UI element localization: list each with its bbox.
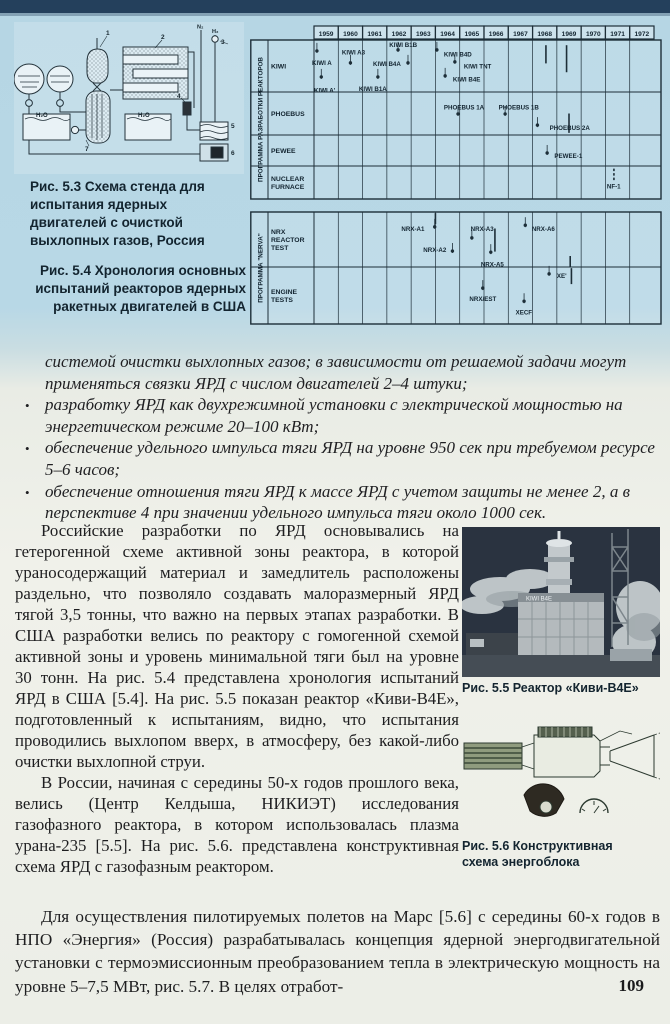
fig53-callout-1: 1 (106, 30, 110, 37)
chart-event-dot (349, 61, 352, 64)
chart-event-dot (443, 74, 446, 77)
chart-event-dot (489, 250, 492, 253)
chart-event-dot (481, 286, 484, 289)
chart-year-label: 1960 (343, 30, 358, 38)
chart-year-label: 1961 (367, 30, 383, 38)
page-number: 109 (618, 976, 644, 995)
chart-event-dot (453, 60, 456, 63)
bottom-paragraph (15, 905, 660, 998)
chart-event-dot (503, 112, 506, 115)
page-top-edge (0, 0, 670, 13)
fig53-label-h2o-left: H₂O (36, 113, 48, 119)
fig53-callout-3: 3 (221, 39, 225, 46)
chart-year-label: 1959 (318, 30, 334, 38)
chart-year-label: 1966 (488, 30, 504, 38)
chart-year-label: 1971 (610, 30, 625, 38)
requirements-list (15, 394, 660, 524)
chart-event-dot (470, 236, 473, 239)
fig53-label-h2: H₂ (212, 29, 219, 35)
chart-event-label: PEWEE-1 (554, 153, 583, 161)
chart-event-label: NRX/EST (469, 295, 497, 303)
chart-event-dot (545, 151, 548, 154)
chart-event-dot (376, 75, 379, 78)
test-stand-schematic-drawing (14, 22, 244, 174)
chart-row-label: NUCLEAR FURNACE (271, 175, 305, 191)
chart-event-dot (315, 49, 318, 52)
chart-row-label: PEWEE (271, 147, 296, 155)
figure-5-5-caption: Рис. 5.5 Реактор «Киви-B4E» (462, 681, 639, 695)
fig53-callout-7: 7 (85, 146, 89, 153)
figure-5-3-test-stand-schematic (14, 22, 244, 174)
chart-row-label: PHOEBUS (271, 110, 305, 118)
paragraph-mars-missions: Для осуществления пилотируемых полетов на Марс [5.6] с середины 60-х годов в НПО «Энергия» (Россия) разрабатывалась концепция ядерной энергодвигательной установки с термоэмиссионным преобразованием тепла в электрическую мощность на уровне 5–7,5 МВт, рис. 5.7. В целях отработ- (15, 907, 660, 996)
fig53-callout-5: 5 (231, 123, 235, 130)
chart-event-label: NRX-A6 (531, 226, 555, 234)
chart-event-dot (547, 272, 550, 275)
chart-event-label: XECF (515, 309, 533, 317)
page-top-edge-shadow (0, 13, 670, 16)
chart-event-label: KIWI B4D (443, 51, 472, 59)
chart-event-label: NRX-A5 (480, 261, 504, 269)
chart-year-label: 1969 (561, 30, 577, 38)
chart-section-label: ПРОГРАММА "NERVA" (257, 233, 265, 303)
fig53-callout-4: 4 (177, 93, 181, 100)
chart-section-frame (251, 212, 661, 324)
chart-event-label: NRX-A2 (423, 246, 447, 254)
chart-event-label: NRX-A3 (470, 226, 494, 234)
chart-event-label: NF-1 (606, 183, 621, 191)
chart-event-label: NRX-A1 (401, 226, 425, 234)
chart-event-label: KIWI B1B (389, 42, 418, 50)
chart-event-dot (524, 224, 527, 227)
figures-column (462, 527, 660, 877)
chart-event-dot (456, 112, 459, 115)
figure-5-5-photo (462, 527, 660, 705)
fig53-callout-6: 6 (231, 150, 235, 157)
chart-event-label: XE' (556, 273, 567, 281)
chart-row-label: ENGINE TESTS (271, 288, 298, 304)
chart-year-label: 1963 (415, 30, 431, 38)
chart-row-label: KIWI (271, 63, 287, 71)
chart-year-label: 1962 (391, 30, 407, 38)
chart-event-dot (522, 300, 525, 303)
list-item: • разработку ЯРД как двухрежимной установки с электрической мощностью на энергетическом режиме 20–100 кВт; (15, 394, 660, 437)
chart-year-label: 1964 (440, 30, 455, 38)
chart-event-label: PHOEBUS 2A (549, 125, 590, 133)
chart-year-label: 1972 (634, 30, 650, 38)
main-text-column (15, 520, 459, 877)
photo-sign-text: KIWI B4E (526, 596, 553, 603)
chart-event-label: KIWI A (312, 59, 332, 67)
paragraph-gas-phase-reactor: В России, начиная с середины 50-х годов прошлого века, велись (Центр Келдыша, НИКИЭТ) исследования газофазного реактора, в котором использовалась плазма урана-235 [5.5]. На рис. 5.6. представлена конструктивная схема ЯРД с газофазным реактором. (15, 773, 459, 876)
figure-5-4-caption: Рис. 5.4 Хронология основных испытаний реакторов ядерных ракетных двигателей в США (35, 263, 246, 314)
chart-event-dot (451, 249, 454, 252)
fig53-label-n2: N₂ (197, 24, 204, 31)
chart-year-label: 1965 (464, 30, 480, 38)
chart-event-label: KIWI B1A (358, 85, 387, 93)
chart-event-label: KIWI TNT (463, 63, 492, 71)
chart-event-label: PHOEBUS 1A (443, 104, 485, 112)
chart-event-dot (536, 123, 539, 126)
chart-event-dot (320, 75, 323, 78)
continuation-paragraph: системой очистки выхлопных газов; в зависимости от решаемой задачи могут применяться связки ЯРД с числом двигателей 2–4 штуки; (45, 352, 627, 393)
chart-year-label: 1967 (513, 30, 528, 38)
chart-event-label: KIWI A3 (341, 49, 366, 57)
fig53-callout-2: 2 (161, 34, 165, 41)
chart-event-label: PHOEBUS 1B (498, 104, 539, 112)
list-item: • обеспечение отношения тяги ЯРД к массе ЯРД с учетом защиты не менее 2, а в перспективе 4 при значении удельного импульса тяги около 1000 сек. (15, 481, 660, 524)
figure-5-6-caption: Рис. 5.6 Конструктивная схема энергоблока (462, 839, 613, 869)
figure-5-4-chronology-chart (250, 24, 662, 336)
chronology-chart-svg (250, 24, 662, 334)
chart-year-label: 1970 (585, 30, 601, 38)
kiwi-b4e-reactor-photo (462, 527, 660, 677)
chart-event-label: KIWI B4A (373, 60, 401, 68)
chart-event-dot (435, 48, 438, 51)
figure-5-3-caption: Рис. 5.3 Схема стенда для испытания ядерных двигателей с очисткой выхлопных газов, Россия (30, 179, 205, 248)
chart-event-label: KIWI B4E (452, 76, 481, 84)
figure-5-6-schematic (462, 717, 660, 877)
paragraph-russian-developments: Российские разработки по ЯРД основывались на гетерогенной схеме активной зоны реактора, в которой ураносодержащий материал и замедлитель расположены раздельно, что позволяло создавать малоразмерный ЯРД тягой 3,5 тонны, что важно на первых этапах разработки. В США разработки велись по реактору с гомогенной схемой активной зоны и уровень минимальной тяги был на уровне 30 тонн. На рис. 5.4 представлена хронология испытаний ЯРД в США [5.4]. На рис. 5.5 показан реактор «Киви-B4E», подготовленный к испытаниям, видно, что испытания проводились выхлопом вверх, в атмосферу, без какой-либо очистки выхлопной струи. (15, 521, 459, 771)
chart-section-label: ПРОГРАММА РАЗРАБОТКИ РЕАКТОРОВ (257, 57, 265, 182)
fig53-label-h2o-right: H₂O (138, 113, 150, 119)
chart-year-label: 1968 (537, 30, 553, 38)
chart-event-dot (433, 225, 436, 228)
chart-event-dot (406, 61, 409, 64)
chart-row-label: NRX REACTOR TEST (271, 228, 305, 252)
intro-text-block (15, 351, 660, 524)
power-unit-schematic-drawing (462, 717, 660, 835)
chart-event-label: KIWI A' (314, 87, 336, 95)
list-item: • обеспечение удельного импульса тяги ЯРД на уровне 950 сек при требуемом ресурсе 5–6 часов; (15, 437, 660, 480)
